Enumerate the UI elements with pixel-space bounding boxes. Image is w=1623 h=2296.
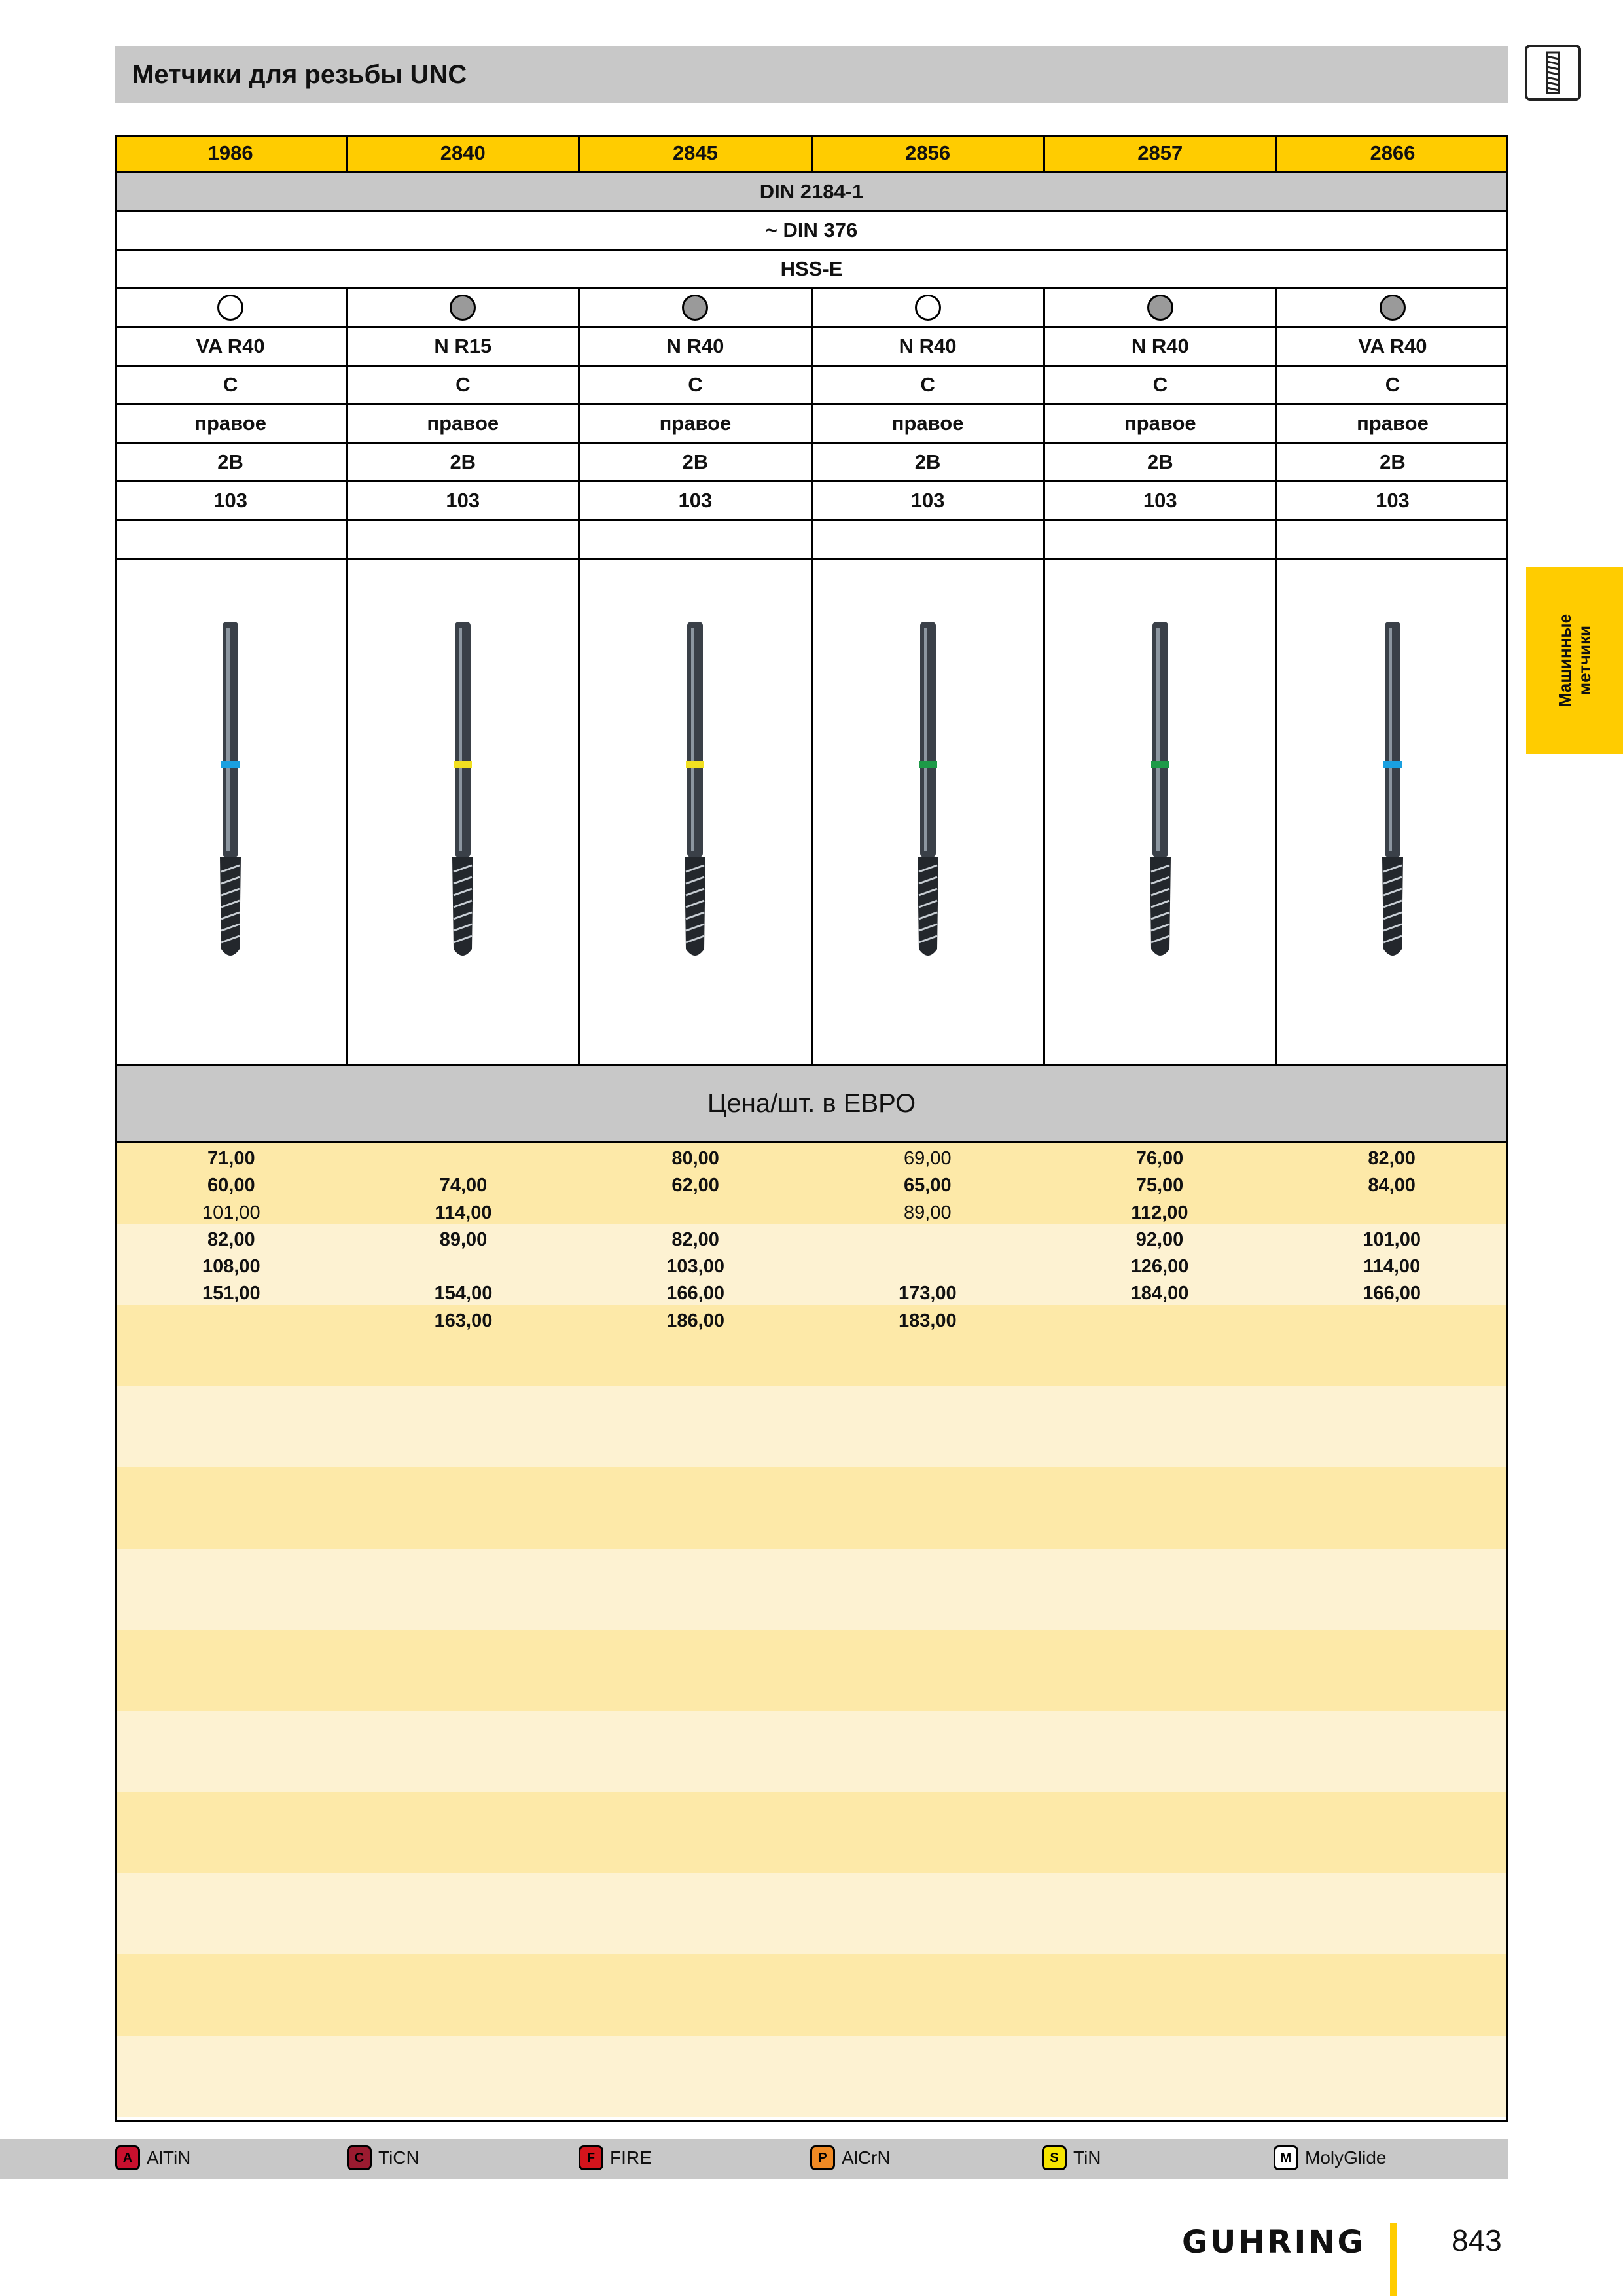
legend-label: AlTiN [147,2147,191,2168]
price-cell: 71,00 [207,1148,255,1169]
price-cell: 103,00 [666,1256,724,1278]
price-cell: 154,00 [434,1283,493,1304]
price-cell: 173,00 [898,1283,957,1304]
coating-circle-icon [217,295,243,321]
standard-label: DIN 2184-1 [759,180,864,203]
price-cell: 89,00 [439,1229,488,1250]
chamfer-cell: C [1385,373,1400,396]
legend-item [1042,2145,1101,2170]
price-cell [812,1227,1044,1253]
price-column [1044,1145,1276,1335]
direction-cell: правое [813,405,1045,442]
price-cell: 89,00 [904,1202,952,1223]
tap-tool-image [1277,560,1508,1064]
page-ref-row [115,482,1508,521]
page-ref-cell[interactable]: 103 [115,482,348,519]
price-column [812,1145,1044,1335]
article-number: 2866 [1370,141,1416,164]
price-cell [348,1145,580,1172]
legend-item [579,2145,652,2170]
price-cell: 84,00 [1368,1175,1416,1196]
empty-row [115,521,1508,560]
empty-cell [348,521,580,558]
alcrn-coating-icon: P [810,2145,835,2170]
price-band [115,1386,1508,1467]
price-column [348,1145,580,1335]
page-ref-cell[interactable]: 103 [580,482,812,519]
direction-cell: правое [580,405,812,442]
price-band [115,1467,1508,1549]
price-cell: 126,00 [1130,1256,1189,1278]
price-cell: 186,00 [666,1310,724,1331]
price-cell: 69,00 [904,1148,952,1169]
tap-tool-icon [448,622,477,962]
legend-item [810,2145,891,2170]
altin-coating-icon: A [115,2145,140,2170]
ticn-coating-icon: C [347,2145,372,2170]
price-cell: 101,00 [1363,1229,1421,1250]
price-band [115,1711,1508,1792]
type-row [115,328,1508,367]
coating-circle-icon [1147,295,1173,321]
price-band [115,1792,1508,1873]
coating-circle-icon [915,295,941,321]
price-band [115,1630,1508,1711]
price-cell: 184,00 [1130,1283,1189,1304]
direction-cell: правое [1357,412,1429,435]
price-column [579,1145,812,1335]
tolerance-row [115,444,1508,482]
price-cell: 166,00 [1363,1283,1421,1304]
price-cell: 166,00 [666,1283,724,1304]
product-table [115,135,1508,2115]
page-ref-cell[interactable]: 103 [1045,482,1277,519]
price-cell: 80,00 [671,1148,719,1169]
tap-tool-icon [1146,622,1175,962]
price-cell: 82,00 [1368,1148,1416,1169]
tap-tool-image [813,560,1045,1064]
type-cell: VA R40 [1358,334,1427,357]
material-label: HSS-E [780,257,843,280]
price-cell [1044,1308,1276,1335]
type-cell: VA R40 [115,328,348,365]
legend-label: MolyGlide [1305,2147,1387,2168]
fire-coating-icon: F [579,2145,603,2170]
legend-label: TiCN [378,2147,419,2168]
side-tab-line2: метчики [1574,625,1594,696]
price-cell: 82,00 [207,1229,255,1250]
standard-row [115,173,1508,212]
legend-item [1274,2145,1386,2170]
price-band [115,2036,1508,2117]
chamfer-cell: C [1045,367,1277,403]
price-cell: 114,00 [435,1202,492,1223]
price-cell: 101,00 [202,1202,260,1223]
price-cell [579,1200,812,1227]
direction-cell: правое [1045,405,1277,442]
page-number: 843 [1452,2223,1502,2257]
price-column [1275,1145,1508,1335]
price-cell [1275,1200,1508,1227]
price-table [115,1143,1508,2115]
price-cell: 163,00 [434,1310,493,1331]
type-cell: N R40 [580,328,812,365]
tap-tool-image [580,560,812,1064]
title-bar [115,46,1508,103]
direction-cell: правое [348,405,580,442]
tap-tool-icon [914,622,942,962]
chamfer-cell: C [115,367,348,403]
tolerance-cell: 2B [813,444,1045,480]
type-cell: N R15 [348,328,580,365]
price-cell: 76,00 [1135,1148,1184,1169]
tolerance-cell: 2B [1045,444,1277,480]
price-cell: 183,00 [898,1310,957,1331]
article-number-row [115,135,1508,173]
coating-circle-icon [682,295,708,321]
price-cell: 60,00 [207,1175,255,1196]
coating-circle-icon [450,295,476,321]
molyglide-coating-icon: M [1274,2145,1298,2170]
price-cell [348,1253,580,1280]
article-number: 2856 [813,135,1045,171]
tolerance-cell: 2B [580,444,812,480]
price-column [115,1145,348,1335]
side-tab-line1: Машинные [1554,613,1575,708]
coating-legend [0,2139,1508,2179]
legend-label: TiN [1073,2147,1101,2168]
empty-cell [580,521,812,558]
price-cell: 65,00 [904,1175,952,1196]
page-ref-cell[interactable]: 103 [813,482,1045,519]
coating-circle-icon [1380,295,1406,321]
price-band [115,1873,1508,1954]
footer-divider [1390,2223,1397,2296]
type-cell: N R40 [1045,328,1277,365]
tolerance-cell: 2B [1380,450,1406,473]
legend-label: FIRE [610,2147,652,2168]
price-band [115,1549,1508,1630]
legend-label: AlCrN [842,2147,891,2168]
tap-tool-image [348,560,580,1064]
legend-item [115,2145,190,2170]
tap-tool-icon [681,622,709,962]
price-cell [1275,1308,1508,1335]
page-ref-cell[interactable]: 103 [348,482,580,519]
empty-cell [813,521,1045,558]
tool-image-row [115,560,1508,1066]
chamfer-cell: C [813,367,1045,403]
price-header: Цена/шт. в ЕВРО [115,1066,1508,1143]
guhring-logo: GUHRING [1182,2224,1366,2261]
material-row [115,251,1508,289]
tap-tool-image [115,560,348,1064]
similar-standard-row [115,212,1508,251]
price-cell: 82,00 [671,1229,719,1250]
price-cell: 112,00 [1131,1202,1188,1223]
tolerance-cell: 2B [348,444,580,480]
similar-standard-label: ~ DIN 376 [765,219,858,242]
price-band [115,1954,1508,2036]
side-tab-machine-taps[interactable] [1526,567,1623,754]
price-cell: 62,00 [671,1175,719,1196]
empty-cell [1045,521,1277,558]
tolerance-cell: 2B [115,444,348,480]
empty-cell [115,521,348,558]
price-cell [812,1253,1044,1280]
price-cell: 114,00 [1363,1256,1421,1278]
chamfer-cell: C [580,367,812,403]
page-title: Метчики для резьбы UNC [132,60,467,89]
article-number: 2845 [580,135,812,171]
article-number: 2857 [1045,135,1277,171]
tap-tool-icon [216,622,245,962]
tin-coating-icon: S [1042,2145,1067,2170]
price-cell [115,1308,348,1335]
tap-tool-icon [1378,622,1407,962]
type-cell: N R40 [813,328,1045,365]
coating-marker-row [115,289,1508,328]
tap-icon [1525,45,1581,101]
chamfer-cell: C [348,367,580,403]
price-cell: 75,00 [1135,1175,1184,1196]
chamfer-row [115,367,1508,405]
page-ref-cell[interactable]: 103 [1376,489,1410,512]
price-cell: 151,00 [202,1283,260,1304]
price-cell: 92,00 [1135,1229,1184,1250]
legend-item [347,2145,419,2170]
article-number: 1986 [115,135,348,171]
article-number: 2840 [348,135,580,171]
price-cell: 74,00 [439,1175,488,1196]
tap-tool-image [1045,560,1277,1064]
empty-cell [1277,521,1508,558]
price-cell: 108,00 [202,1256,260,1278]
direction-row [115,405,1508,444]
direction-cell: правое [115,405,348,442]
